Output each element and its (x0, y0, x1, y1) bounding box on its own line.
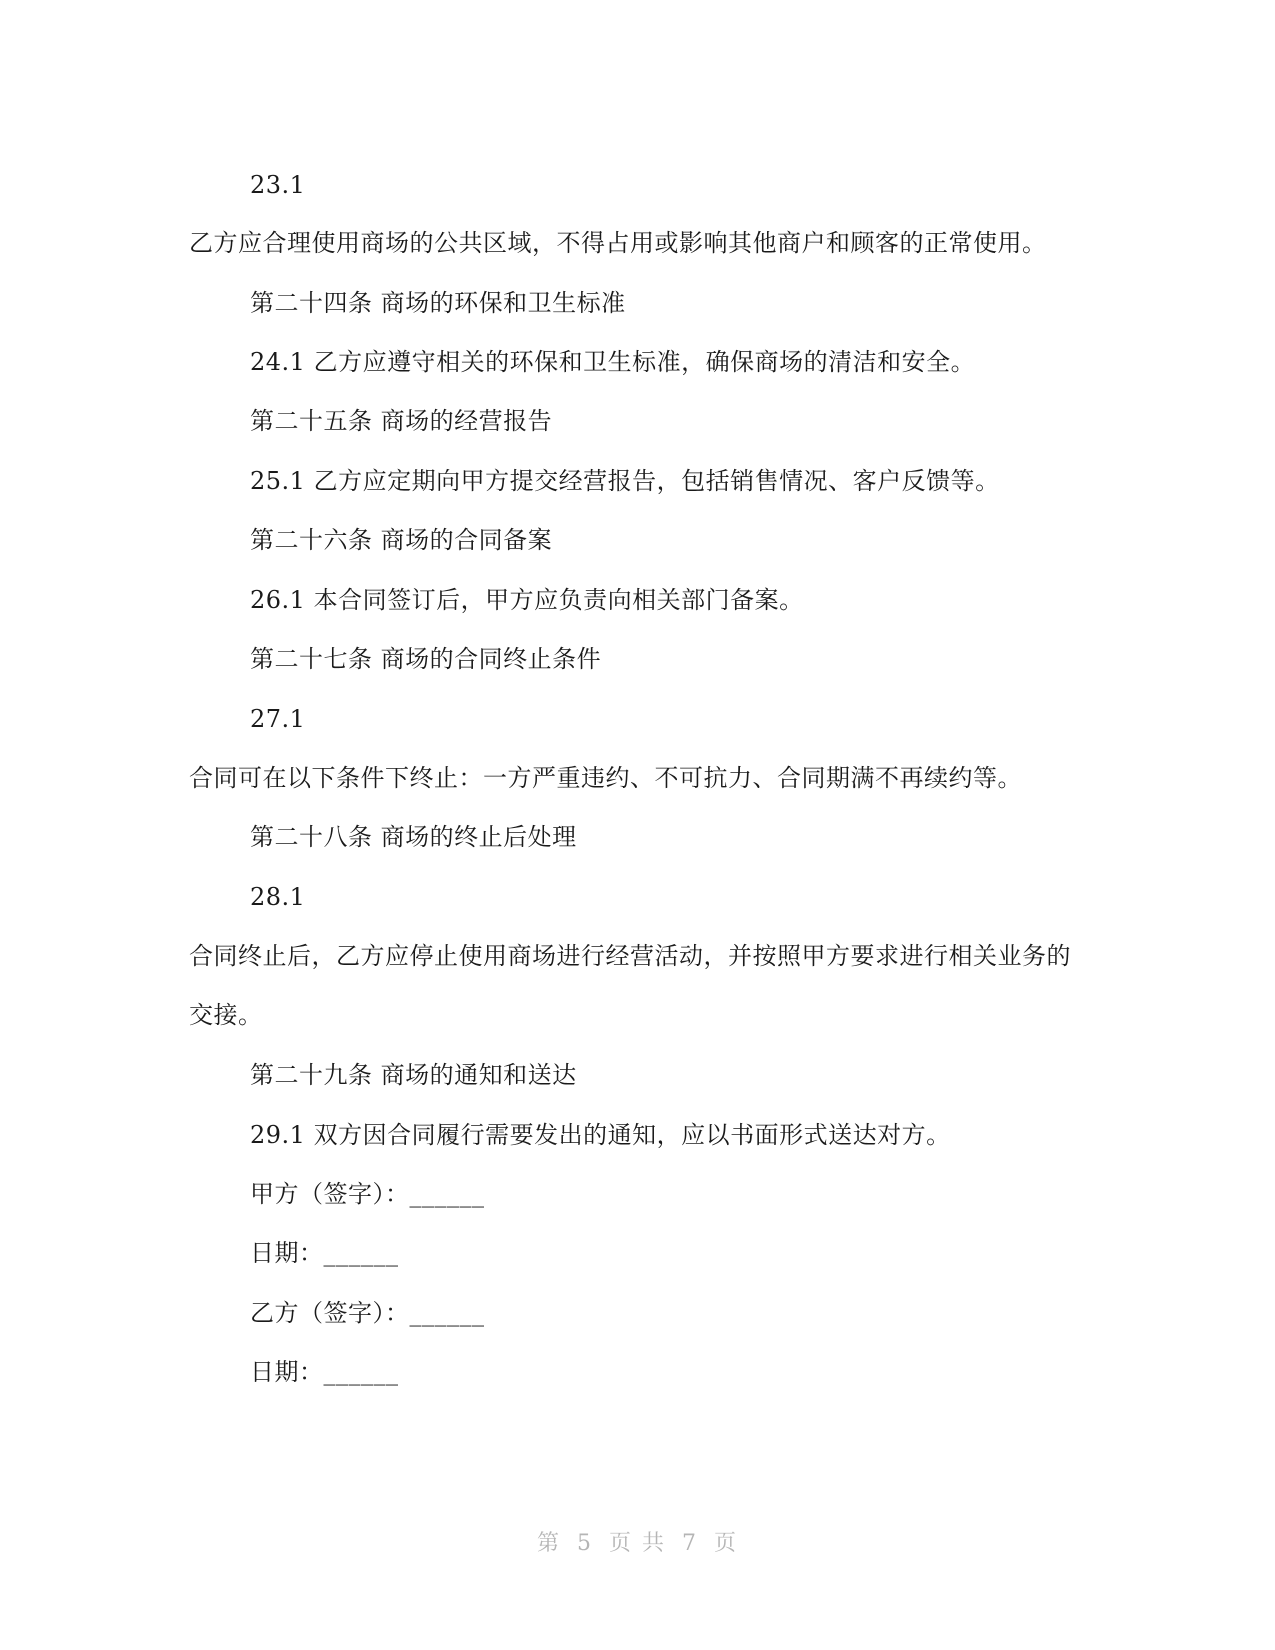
page-total-number: 7 (682, 1531, 698, 1556)
article-26-heading: 第二十六条 商场的合同备案 (250, 526, 553, 554)
clause-25-1: 25.1 乙方应定期向甲方提交经营报告，包括销售情况、客户反馈等。 (250, 467, 1000, 495)
party-b-signature-line: 乙方（签字）：______ (250, 1299, 485, 1327)
article-28-heading: 第二十八条 商场的终止后处理 (250, 823, 577, 851)
page-current-number: 5 (577, 1531, 593, 1556)
party-a-date-line: 日期：______ (250, 1239, 399, 1267)
clause-27-1-text: 合同可在以下条件下终止：一方严重违约、不可抗力、合同期满不再续约等。 (189, 764, 1022, 792)
party-a-signature-line: 甲方（签字）：______ (250, 1180, 485, 1208)
article-29-heading: 第二十九条 商场的通知和送达 (250, 1061, 577, 1089)
article-27-heading: 第二十七条 商场的合同终止条件 (250, 645, 602, 673)
clause-24-1: 24.1 乙方应遵守相关的环保和卫生标准，确保商场的清洁和安全。 (250, 348, 976, 376)
clause-28-1-text: 合同终止后，乙方应停止使用商场进行经营活动，并按照甲方要求进行相关业务的 (189, 942, 1071, 970)
clause-29-1: 29.1 双方因合同履行需要发出的通知，应以书面形式送达对方。 (250, 1121, 951, 1149)
clause-23-1-text: 乙方应合理使用商场的公共区域，不得占用或影响其他商户和顾客的正常使用。 (189, 229, 1047, 257)
page-suffix: 页 (714, 1531, 739, 1556)
page-prefix: 第 (536, 1531, 561, 1556)
party-b-date-line: 日期：______ (250, 1358, 399, 1386)
clause-26-1: 26.1 本合同签订后，甲方应负责向相关部门备案。 (250, 586, 804, 614)
page-footer (0, 1530, 1275, 1558)
clause-27-1-number: 27.1 (250, 705, 306, 733)
clause-28-1-number: 28.1 (250, 883, 306, 911)
page-mid: 页 共 (609, 1531, 666, 1556)
clause-28-1-text-continued: 交接。 (189, 1001, 263, 1029)
clause-23-1-number: 23.1 (250, 171, 306, 199)
article-25-heading: 第二十五条 商场的经营报告 (250, 407, 553, 435)
article-24-heading: 第二十四条 商场的环保和卫生标准 (250, 289, 626, 317)
